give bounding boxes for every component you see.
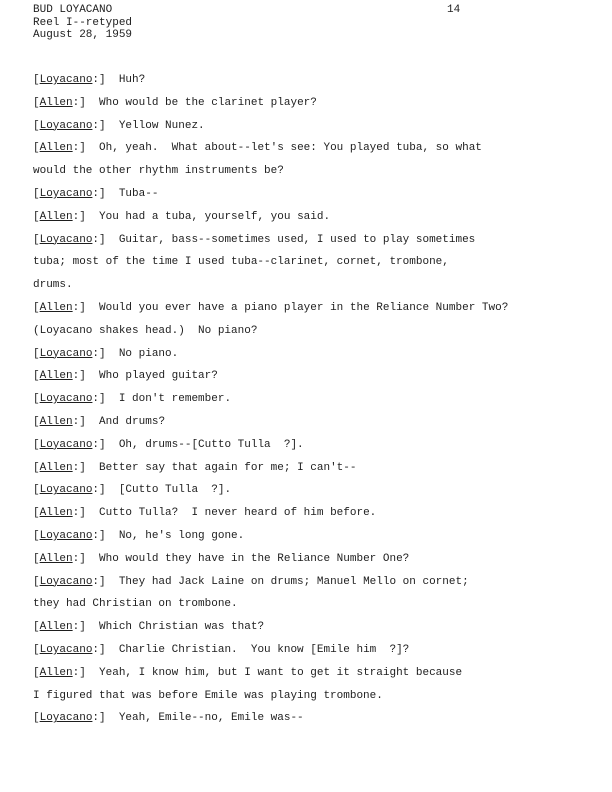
speaker-name: Allen: [39, 666, 73, 679]
line-text: Yeah, Emile--no, Emile was--: [118, 712, 304, 725]
line-text: Yellow Nunez.: [118, 119, 205, 132]
speaker-name: Allen: [39, 507, 73, 520]
line-text: Who would be the clarinet player?: [99, 96, 317, 109]
line-text: I figured that was before Emile was playing trombone.: [33, 689, 383, 702]
line-text: Better say that again for me; I can't--: [99, 461, 357, 474]
line-text: Who would they have in the Reliance Number One?: [99, 552, 410, 565]
transcript-line: [33, 164, 593, 187]
line-text: Huh?: [118, 74, 146, 86]
speaker-name: Allen: [39, 415, 73, 428]
transcript-line: [Allen:] Who would they have in the Reliance Number One?: [33, 552, 410, 565]
line-text: You had a tuba, yourself, you said.: [99, 210, 331, 223]
line-text: Cutto Tulla? I never heard of him before.: [99, 507, 377, 520]
transcript-line: [Allen:] You had a tuba, yourself, you said.: [33, 210, 331, 223]
speaker-name: Loyacano: [39, 575, 93, 588]
line-text: they had Christian on trombone.: [33, 598, 238, 611]
transcript-line: [Loyacano:] Oh, drums--[Cutto Tulla ?].: [33, 438, 304, 451]
line-text: Who played guitar?: [99, 370, 218, 383]
transcript-line: [Loyacano:] Yellow Nunez.: [33, 119, 205, 132]
speaker-name: Allen: [39, 461, 73, 474]
transcript-line: [Loyacano:] Guitar, bass--sometimes used, I used to play sometimes: [33, 233, 476, 246]
speaker-name: Allen: [39, 552, 73, 565]
line-text: No piano.: [118, 347, 179, 360]
transcript-line: [Allen:] And drums?: [33, 415, 166, 428]
speaker-name: Loyacano: [39, 347, 93, 360]
transcript-line: [Loyacano:] I don't remember.: [33, 393, 232, 406]
line-text: No, he's long gone.: [118, 529, 245, 542]
speaker-name: Loyacano: [39, 119, 93, 132]
line-text: (Loyacano shakes head.) No piano?: [33, 324, 258, 337]
speaker-name: Loyacano: [39, 74, 93, 86]
speaker-name: Loyacano: [39, 187, 93, 200]
line-text: Charlie Christian. You know [Emile him ?]?: [118, 643, 410, 656]
speaker-name: Loyacano: [39, 438, 93, 451]
speaker-name: Loyacano: [39, 393, 93, 406]
line-text: Guitar, bass--sometimes used, I used to play sometimes: [118, 233, 476, 246]
speaker-name: Loyacano: [39, 484, 93, 497]
line-text: I don't remember.: [118, 393, 232, 406]
transcript-line: [Allen:] Oh, yeah. What about--let's see: You played tuba, so what: [33, 142, 482, 155]
transcript-body: [33, 73, 593, 734]
line-text: drums.: [33, 279, 73, 292]
transcript-line: [Allen:] Cutto Tulla? I never heard of him before.: [33, 507, 377, 520]
page-number: 14: [447, 4, 461, 16]
line-text: Which Christian was that?: [99, 621, 265, 634]
transcript-line: [33, 255, 593, 278]
speaker-name: Allen: [39, 301, 73, 314]
transcript-line: [Allen:] Who played guitar?: [33, 370, 218, 383]
transcript-line: [Allen:] Who would be the clarinet player?: [33, 96, 317, 109]
transcript-line: [Loyacano:] No, he's long gone.: [33, 529, 245, 542]
line-text: tuba; most of the time I used tuba--clarinet, cornet, trombone,: [33, 256, 449, 269]
speaker-name: Allen: [39, 142, 73, 155]
transcript-line: [Allen:] Would you ever have a piano player in the Reliance Number Two?: [33, 301, 509, 314]
line-text: Oh, drums--[Cutto Tulla ?].: [118, 438, 304, 451]
speaker-name: Loyacano: [39, 643, 93, 656]
line-text: Yeah, I know him, but I want to get it straight because: [99, 666, 463, 679]
transcript-line: [33, 689, 593, 712]
speaker-name: Allen: [39, 96, 73, 109]
speaker-name: Allen: [39, 370, 73, 383]
interviewee-name: BUD LOYACANO: [33, 4, 113, 16]
transcript-line: [33, 597, 593, 620]
line-text: And drums?: [99, 415, 166, 428]
transcript-line: [Loyacano:] Charlie Christian. You know [Emile him ?]?: [33, 643, 410, 656]
speaker-name: Loyacano: [39, 233, 93, 246]
transcript-line: [33, 324, 593, 347]
page-header: [33, 4, 132, 42]
line-text: would the other rhythm instruments be?: [33, 165, 284, 178]
line-text: Would you ever have a piano player in the Reliance Number Two?: [99, 301, 509, 314]
line-text: Oh, yeah. What about--let's see: You played tuba, so what: [99, 142, 482, 155]
transcript-line: [Loyacano:] [Cutto Tulla ?].: [33, 484, 232, 497]
transcript-line: [Allen:] Better say that again for me; I can't--: [33, 461, 357, 474]
transcript-line: [Loyacano:] No piano.: [33, 347, 179, 360]
line-text: Tuba--: [118, 187, 159, 200]
transcript-line: [Allen:] Yeah, I know him, but I want to get it straight because: [33, 666, 463, 679]
speaker-name: Loyacano: [39, 529, 93, 542]
transcript-line: [Loyacano:] They had Jack Laine on drums; Manuel Mello on cornet;: [33, 575, 469, 588]
transcript-line: [Allen:] Which Christian was that?: [33, 621, 265, 634]
transcript-line: [Loyacano:] Yeah, Emile--no, Emile was--: [33, 712, 304, 725]
interview-date: August 28, 1959: [33, 29, 133, 41]
speaker-name: Loyacano: [39, 712, 93, 725]
reel-label: Reel I--retyped: [33, 16, 133, 29]
transcript-line: [33, 278, 593, 301]
line-text: They had Jack Laine on drums; Manuel Mello on cornet;: [118, 575, 469, 588]
speaker-name: Allen: [39, 210, 73, 223]
line-text: [Cutto Tulla ?].: [118, 484, 232, 497]
transcript-line: [Loyacano:] Tuba--: [33, 187, 159, 200]
transcript-line: [Loyacano:] Huh?: [33, 74, 146, 86]
speaker-name: Allen: [39, 621, 73, 634]
